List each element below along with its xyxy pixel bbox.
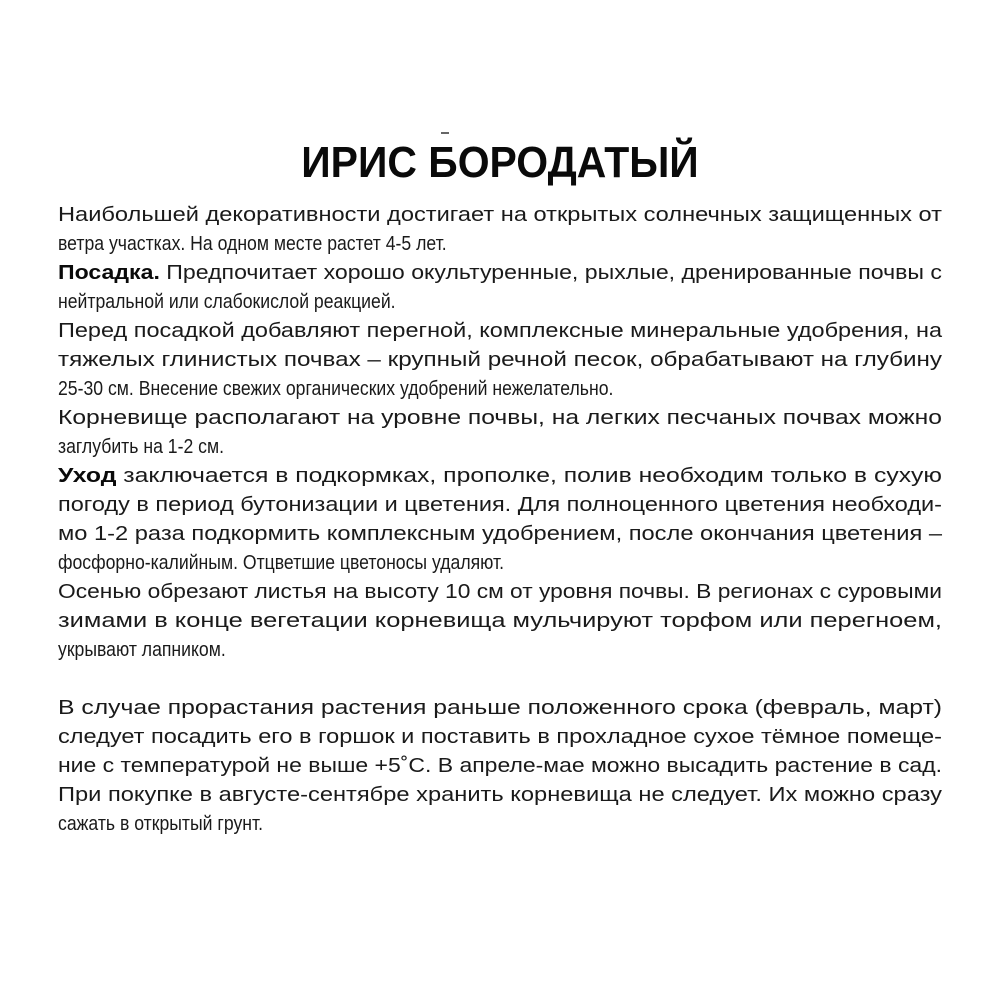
line-text: зимами в конце вегетации корневища мульчируют торфом или перегноем, <box>58 609 943 632</box>
line-text: погоду в период бутонизации и цветения. Для полноценного цветения необходи- <box>58 493 942 516</box>
paragraph <box>58 200 942 258</box>
text-line <box>58 548 942 577</box>
line-text: Перед посадкой добавляют перегной, комплексные минеральные удобрения, на <box>58 319 942 342</box>
text-line <box>58 374 942 403</box>
text-line <box>58 635 942 664</box>
line-text: Корневище располагают на уровне почвы, на легких песчаных почвах можно <box>58 406 942 429</box>
paragraph <box>58 403 942 461</box>
paragraph <box>58 461 942 577</box>
line-text: В случае прорастания растения раньше положенного срока (февраль, март) <box>58 696 942 719</box>
paragraph <box>58 316 942 403</box>
text-line <box>58 287 942 316</box>
line-text: ние с температурой не выше +5˚С. В апреле-мае можно высадить растение в сад. <box>58 754 942 777</box>
paragraph <box>58 577 942 664</box>
text-line <box>58 751 942 780</box>
line-text: заглубить на 1-2 см. <box>58 435 224 458</box>
text-line <box>58 345 942 374</box>
line-text: заключается в подкормках, прополке, полив необходим только в сухую <box>116 464 942 487</box>
text-line <box>58 258 942 287</box>
text-line <box>58 461 942 490</box>
line-text: укрывают лапником. <box>58 638 226 661</box>
document-body <box>58 200 942 838</box>
text-line <box>58 577 942 606</box>
text-line <box>58 809 942 838</box>
text-line <box>58 722 942 751</box>
text-line <box>58 780 942 809</box>
text-line <box>58 316 942 345</box>
text-line <box>58 490 942 519</box>
line-text: нейтральной или слабокислой реакцией. <box>58 290 396 313</box>
page-title: ИРИС БОРОДАТЫЙ <box>301 138 699 187</box>
line-text: сажать в открытый грунт. <box>58 812 264 835</box>
line-text: мо 1-2 раза подкормить комплексным удобрением, после окончания цветения – <box>58 522 942 545</box>
paragraph-spacer <box>58 664 942 693</box>
line-text: 25-30 см. Внесение свежих органических удобрений нежелательно. <box>58 377 614 400</box>
line-text: ветра участках. На одном месте растет 4-5 лет. <box>58 232 447 255</box>
line-text: Предпочитает хорошо окультуренные, рыхлые, дренированные почвы с <box>159 261 943 284</box>
line-text: тяжелых глинистых почвах – крупный речной песок, обрабатывают на глубину <box>58 348 942 371</box>
bold-heading: Посадка. <box>58 261 160 284</box>
paragraph <box>58 258 942 316</box>
line-text: Наибольшей декоративности достигает на открытых солнечных защищенных от <box>58 203 943 226</box>
decorative-dash <box>441 132 449 134</box>
line-text: фосфорно-калийным. Отцветшие цветоносы удаляют. <box>58 551 505 574</box>
line-text: следует посадить его в горшок и поставить в прохладное сухое тёмное помеще- <box>58 725 942 748</box>
text-line <box>58 229 942 258</box>
bold-heading: Уход <box>58 464 117 487</box>
text-line <box>58 403 942 432</box>
paragraph <box>58 693 942 838</box>
line-text: При покупке в августе-сентябре хранить корневища не следует. Их можно сразу <box>58 783 943 806</box>
text-line <box>58 606 942 635</box>
line-text: Осенью обрезают листья на высоту 10 см от уровня почвы. В регионах с суровыми <box>58 580 942 603</box>
text-line <box>58 693 942 722</box>
text-line <box>58 519 942 548</box>
text-line <box>58 432 942 461</box>
text-line <box>58 200 942 229</box>
